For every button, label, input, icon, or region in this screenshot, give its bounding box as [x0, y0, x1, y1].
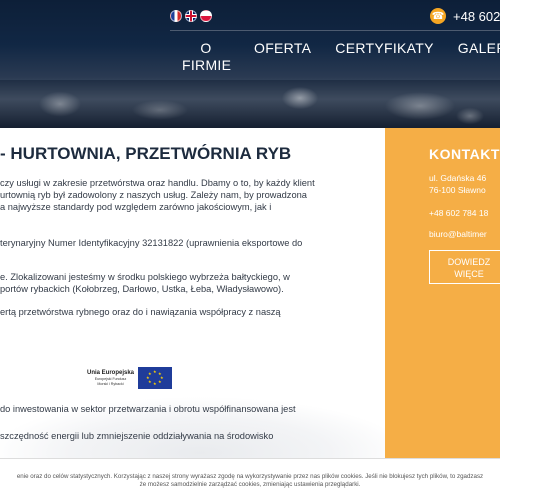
learn-more-button[interactable] — [429, 250, 509, 284]
phone-icon: ☎ — [430, 8, 446, 24]
text-line: czy usługi w zakresie przetwórstwa oraz handlu. Dbamy o to, by każdy klient — [0, 178, 315, 188]
nav-item-label: OFERTA — [254, 40, 312, 56]
nav-item-o-firmie[interactable] — [170, 40, 242, 74]
text-line: a najwyższe standardy pod względem zarówno jakościowym, jak i — [0, 202, 272, 212]
header-banner-image — [0, 80, 500, 128]
funding-paragraph: do inwestowania w sektor przetwarzania i obrotu współfinansowana jest — [0, 404, 296, 414]
language-switcher — [170, 10, 212, 22]
cookie-bar — [0, 458, 500, 500]
eu-logo-title: Unia Europejska — [86, 370, 134, 376]
nav-item-oferta[interactable] — [242, 40, 323, 74]
nav-item-certyfikaty[interactable] — [323, 40, 445, 74]
main-content — [0, 128, 385, 458]
cooperation-paragraph — [0, 306, 281, 318]
flag-gb-icon[interactable] — [185, 10, 197, 22]
vet-number-paragraph — [0, 237, 302, 249]
site-header — [0, 0, 521, 128]
header-phone-number: +48 602 — [453, 8, 501, 24]
nav-item-galeria[interactable] — [446, 40, 533, 74]
intro-paragraph — [0, 177, 315, 213]
eu-flag-icon: ★ ★ ★ ★ ★ ★ ★ ★ — [138, 367, 172, 389]
text-line: ertą przetwórstwa rybnego oraz do i nawiązania współpracy z naszą — [0, 307, 281, 317]
text-line: że możesz samodzielnie zarządzać cookies, zmieniając ustawienia przeglądarki. — [139, 481, 361, 488]
flag-fr-icon[interactable] — [170, 10, 182, 22]
eu-logo-subtitle: Morski i Rybacki — [97, 381, 124, 386]
eu-logo-subtitle: Europejski Fundusz — [94, 377, 127, 381]
text-line: enie oraz do celów statystycznych. Korzystając z naszej strony wyrażasz zgodę na wykorzystywanie przez nas plików cookies. Jeśli nie blokujesz tych plików, to zgadzasz — [16, 473, 484, 480]
cookie-text — [0, 473, 500, 489]
button-label: WIĘCE — [454, 269, 484, 279]
flag-pl-icon[interactable] — [200, 10, 212, 22]
eu-logo-text — [87, 370, 134, 386]
location-paragraph — [0, 271, 290, 295]
text-line: portów rybackich (Kołobrzeg, Darłowo, Ustka, Łeba, Władysławowo). — [0, 284, 284, 294]
energy-paragraph: szczędność energii lub zmniejszenie oddziaływania na środowisko — [0, 431, 274, 441]
header-phone[interactable] — [430, 8, 500, 24]
page-title: - HURTOWNIA, PRZETWÓRNIA RYB — [0, 144, 292, 163]
nav-item-label: GALERIA — [457, 40, 521, 56]
contact-email[interactable]: biuro@baltimer — [429, 229, 487, 239]
contact-phone[interactable]: +48 602 784 18 — [429, 208, 489, 218]
button-label: DOWIEDZ — [447, 257, 491, 267]
text-line: urtownią ryb był zadowolony z naszych usług. Zależy nam, by prowadzona — [0, 190, 307, 200]
contact-address-street: ul. Gdańska 46 — [429, 173, 487, 183]
text-line: e. Zlokalizowani jesteśmy w środku polskiego wybrzeża bałtyckiego, w — [0, 272, 290, 282]
eu-funding-logo — [0, 364, 174, 392]
main-nav — [170, 40, 533, 74]
nav-item-label: O — [200, 40, 212, 56]
contact-sidebar — [385, 128, 500, 458]
nav-divider — [170, 30, 500, 31]
contact-title: KONTAKT — [429, 146, 500, 162]
nav-item-label: FIRMIE — [182, 57, 232, 73]
contact-address-city: 76-100 Sławno — [429, 185, 486, 195]
nav-item-label: CERTYFIKATY — [335, 40, 434, 56]
text-line: terynaryjny Numer Identyfikacyjny 32131822 (uprawnienia eksportowe do — [0, 238, 303, 248]
